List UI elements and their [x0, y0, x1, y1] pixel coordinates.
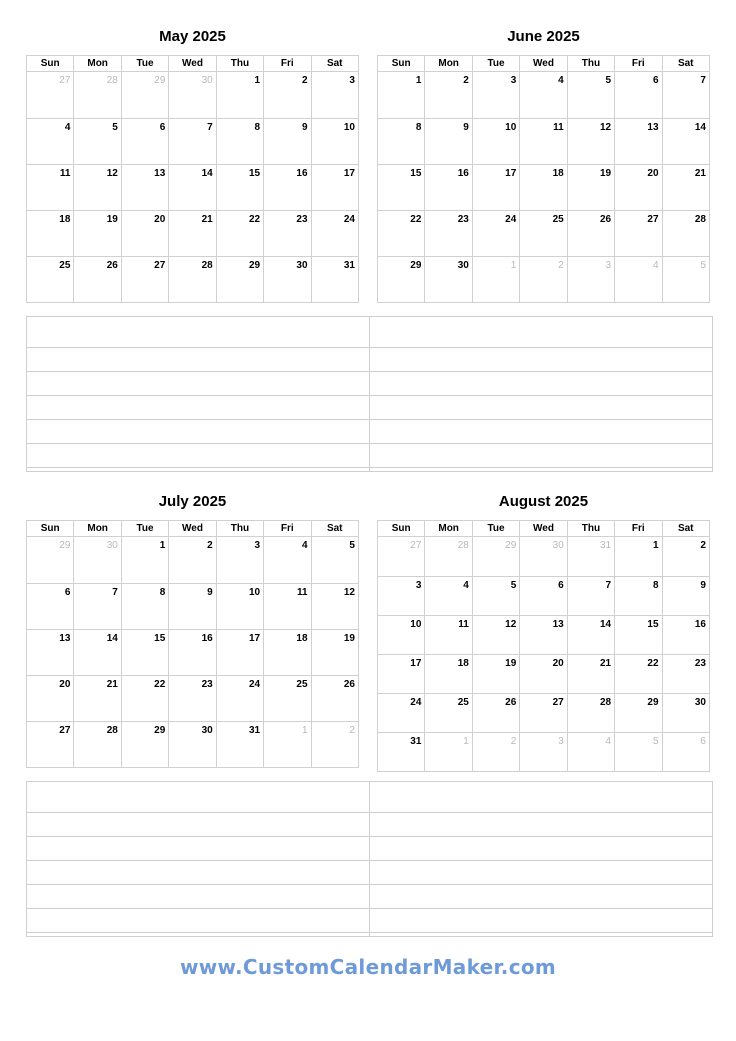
week-row	[378, 732, 709, 771]
weekday-label: Sat	[662, 56, 709, 71]
day-cell-other-month: 2	[472, 733, 519, 771]
week-row	[378, 210, 709, 256]
month-title: July 2025	[158, 493, 227, 510]
day-cell: 17	[216, 630, 263, 675]
day-cell: 12	[311, 584, 358, 629]
day-cell: 21	[73, 676, 120, 721]
day-cell: 7	[567, 577, 614, 615]
day-cell: 2	[424, 72, 471, 118]
day-cell-other-month: 29	[472, 537, 519, 576]
day-cell: 12	[472, 616, 519, 654]
day-cell: 4	[64, 122, 71, 133]
week-row	[27, 629, 358, 675]
day-cell: 4	[424, 577, 471, 615]
week-row	[378, 72, 709, 118]
week-row	[27, 583, 358, 629]
day-cell: 20	[519, 655, 566, 693]
day-cell: 10	[216, 584, 263, 629]
day-cell: 15	[121, 630, 168, 675]
day-cell: 29	[216, 257, 263, 302]
day-cell-other-month: 1	[472, 257, 519, 302]
day-cell: 19	[311, 630, 358, 675]
day-cell-other-month: 2	[311, 722, 358, 767]
week-row	[27, 721, 358, 767]
day-cell: 14	[168, 165, 215, 210]
day-cell: 9	[263, 119, 310, 164]
day-cell: 17	[472, 165, 519, 210]
weekday-label: Wed	[168, 521, 215, 536]
day-cell: 25	[519, 211, 566, 256]
weekday-label: Fri	[263, 56, 310, 71]
day-cell: 30	[168, 722, 215, 767]
day-cell: 23	[662, 655, 709, 693]
day-cell: 15	[410, 168, 422, 179]
calendar-grid	[377, 520, 710, 772]
week-row	[378, 164, 709, 210]
day-cell-other-month: 30	[519, 537, 566, 576]
day-cell: 31	[311, 257, 358, 302]
day-cell: 1	[415, 75, 422, 86]
day-cell: 14	[73, 630, 120, 675]
day-cell: 29	[410, 260, 422, 271]
day-cell-other-month: 29	[121, 72, 168, 118]
day-cell: 7	[73, 584, 120, 629]
day-cell: 14	[662, 119, 709, 164]
weekday-header	[27, 56, 358, 72]
day-cell: 29	[614, 694, 661, 732]
day-cell: 26	[472, 694, 519, 732]
weekday-label: Tue	[121, 521, 168, 536]
weekday-label: Wed	[519, 56, 566, 71]
day-cell: 28	[73, 722, 120, 767]
day-cell: 2	[662, 537, 709, 576]
weekday-label: Thu	[216, 521, 263, 536]
day-cell: 27	[519, 694, 566, 732]
day-cell: 5	[73, 119, 120, 164]
day-cell: 10	[311, 119, 358, 164]
day-cell: 8	[614, 577, 661, 615]
notes-line	[27, 812, 712, 813]
day-cell: 24	[410, 697, 422, 708]
day-cell: 24	[311, 211, 358, 256]
weekday-label: Fri	[614, 56, 661, 71]
day-cell: 6	[614, 72, 661, 118]
day-cell-other-month: 3	[567, 257, 614, 302]
day-cell: 26	[311, 676, 358, 721]
week-row	[378, 256, 709, 302]
weekday-label: Wed	[519, 521, 566, 536]
day-cell-other-month: 2	[519, 257, 566, 302]
week-row	[378, 118, 709, 164]
day-cell: 15	[216, 165, 263, 210]
day-cell: 6	[121, 119, 168, 164]
day-cell: 16	[662, 616, 709, 654]
day-cell-other-month: 4	[567, 733, 614, 771]
day-cell-other-month: 5	[614, 733, 661, 771]
weekday-header	[378, 56, 709, 72]
day-cell: 11	[263, 584, 310, 629]
day-cell: 25	[59, 260, 71, 271]
day-cell-other-month: 27	[59, 75, 71, 86]
day-cell: 31	[410, 736, 422, 747]
notes-area	[26, 781, 713, 937]
day-cell: 8	[415, 122, 422, 133]
day-cell: 17	[410, 658, 422, 669]
day-cell: 11	[519, 119, 566, 164]
day-cell-other-month: 29	[59, 540, 71, 551]
weekday-label: Fri	[614, 521, 661, 536]
day-cell: 16	[424, 165, 471, 210]
day-cell: 19	[73, 211, 120, 256]
day-cell: 8	[121, 584, 168, 629]
weekday-label: Thu	[216, 56, 263, 71]
day-cell: 19	[567, 165, 614, 210]
weekday-label: Wed	[168, 56, 215, 71]
week-row	[378, 537, 709, 576]
weekday-label: Sun	[40, 58, 60, 69]
day-cell: 3	[415, 580, 422, 591]
day-cell: 1	[216, 72, 263, 118]
notes-column-divider	[369, 782, 370, 936]
notes-column-divider	[369, 317, 370, 471]
day-cell: 9	[662, 577, 709, 615]
notes-line	[27, 395, 712, 396]
day-cell: 11	[424, 616, 471, 654]
day-cell: 19	[472, 655, 519, 693]
day-cell: 3	[216, 537, 263, 583]
weekday-label: Tue	[472, 521, 519, 536]
week-row	[27, 675, 358, 721]
day-cell-other-month: 5	[662, 257, 709, 302]
weekday-label: Sun	[391, 523, 411, 534]
notes-line	[27, 443, 712, 444]
day-cell: 4	[519, 72, 566, 118]
day-cell: 28	[662, 211, 709, 256]
weekday-label: Mon	[73, 521, 120, 536]
day-cell-other-month: 1	[263, 722, 310, 767]
day-cell: 13	[614, 119, 661, 164]
day-cell: 16	[263, 165, 310, 210]
notes-line	[27, 836, 712, 837]
weeks	[378, 537, 709, 771]
weekday-label: Thu	[567, 56, 614, 71]
day-cell: 5	[472, 577, 519, 615]
day-cell: 21	[168, 211, 215, 256]
week-row	[27, 164, 358, 210]
website-footer[interactable]: www.CustomCalendarMaker.com	[179, 955, 557, 979]
weekday-label: Mon	[73, 56, 120, 71]
notes-line	[27, 908, 712, 909]
day-cell: 10	[410, 619, 422, 630]
day-cell: 23	[424, 211, 471, 256]
month-title: August 2025	[498, 493, 589, 510]
weekday-label: Mon	[424, 56, 471, 71]
day-cell: 23	[168, 676, 215, 721]
day-cell: 29	[121, 722, 168, 767]
week-row	[27, 537, 358, 583]
weekday-label: Mon	[424, 521, 471, 536]
week-row	[378, 576, 709, 615]
day-cell-other-month: 30	[73, 537, 120, 583]
day-cell: 2	[168, 537, 215, 583]
weekday-header	[27, 521, 358, 537]
day-cell: 31	[216, 722, 263, 767]
day-cell: 13	[59, 633, 71, 644]
day-cell: 26	[567, 211, 614, 256]
day-cell: 6	[64, 587, 71, 598]
weekday-label: Fri	[263, 521, 310, 536]
notes-area	[26, 316, 713, 472]
day-cell: 22	[121, 676, 168, 721]
day-cell: 23	[263, 211, 310, 256]
month-title: May 2025	[159, 28, 226, 45]
day-cell: 27	[59, 725, 71, 736]
day-cell-other-month: 4	[614, 257, 661, 302]
notes-line	[27, 419, 712, 420]
day-cell: 1	[614, 537, 661, 576]
day-cell-other-month: 30	[168, 72, 215, 118]
day-cell: 17	[311, 165, 358, 210]
week-row	[27, 72, 358, 118]
day-cell: 2	[263, 72, 310, 118]
weeks	[27, 537, 358, 767]
notes-line	[27, 932, 712, 933]
day-cell: 18	[263, 630, 310, 675]
notes-line	[27, 884, 712, 885]
day-cell: 4	[263, 537, 310, 583]
day-cell: 20	[614, 165, 661, 210]
day-cell-other-month: 27	[410, 540, 422, 551]
week-row	[27, 210, 358, 256]
day-cell: 30	[662, 694, 709, 732]
day-cell: 14	[567, 616, 614, 654]
day-cell: 24	[216, 676, 263, 721]
day-cell: 25	[263, 676, 310, 721]
day-cell: 21	[567, 655, 614, 693]
weekday-label: Sat	[311, 56, 358, 71]
day-cell: 10	[472, 119, 519, 164]
day-cell: 18	[519, 165, 566, 210]
day-cell-other-month: 28	[424, 537, 471, 576]
day-cell-other-month: 28	[73, 72, 120, 118]
calendar-grid	[26, 520, 359, 768]
notes-line	[27, 371, 712, 372]
week-row	[378, 615, 709, 654]
day-cell: 6	[519, 577, 566, 615]
day-cell: 30	[424, 257, 471, 302]
day-cell: 18	[424, 655, 471, 693]
day-cell: 18	[59, 214, 71, 225]
day-cell: 28	[168, 257, 215, 302]
week-row	[27, 256, 358, 302]
weekday-label: Sat	[311, 521, 358, 536]
week-row	[378, 654, 709, 693]
day-cell: 9	[424, 119, 471, 164]
day-cell: 5	[567, 72, 614, 118]
week-row	[27, 118, 358, 164]
day-cell: 7	[168, 119, 215, 164]
calendar-grid	[377, 55, 710, 303]
day-cell: 7	[662, 72, 709, 118]
notes-line	[27, 347, 712, 348]
notes-line	[27, 860, 712, 861]
weekday-label: Sun	[391, 58, 411, 69]
calendar-grid	[26, 55, 359, 303]
month-title: June 2025	[507, 28, 580, 45]
weeks	[378, 72, 709, 302]
weekday-label: Sat	[662, 521, 709, 536]
day-cell: 20	[59, 679, 71, 690]
day-cell: 9	[168, 584, 215, 629]
notes-line	[27, 467, 712, 468]
day-cell: 24	[472, 211, 519, 256]
day-cell: 13	[121, 165, 168, 210]
day-cell: 27	[121, 257, 168, 302]
day-cell: 11	[59, 168, 71, 179]
weekday-label: Thu	[567, 521, 614, 536]
weekday-header	[378, 521, 709, 537]
day-cell: 1	[121, 537, 168, 583]
day-cell: 12	[567, 119, 614, 164]
day-cell: 12	[73, 165, 120, 210]
day-cell: 30	[263, 257, 310, 302]
day-cell-other-month: 31	[567, 537, 614, 576]
day-cell: 22	[614, 655, 661, 693]
day-cell: 28	[567, 694, 614, 732]
day-cell: 25	[424, 694, 471, 732]
day-cell: 3	[311, 72, 358, 118]
day-cell: 22	[410, 214, 422, 225]
weeks	[27, 72, 358, 302]
day-cell: 22	[216, 211, 263, 256]
day-cell: 27	[614, 211, 661, 256]
day-cell: 8	[216, 119, 263, 164]
day-cell: 5	[311, 537, 358, 583]
day-cell: 13	[519, 616, 566, 654]
weekday-label: Tue	[472, 56, 519, 71]
day-cell: 16	[168, 630, 215, 675]
week-row	[378, 693, 709, 732]
day-cell-other-month: 3	[519, 733, 566, 771]
day-cell-other-month: 6	[662, 733, 709, 771]
day-cell: 26	[73, 257, 120, 302]
day-cell: 15	[614, 616, 661, 654]
day-cell: 20	[121, 211, 168, 256]
day-cell: 3	[472, 72, 519, 118]
day-cell-other-month: 1	[424, 733, 471, 771]
weekday-label: Tue	[121, 56, 168, 71]
weekday-label: Sun	[40, 523, 60, 534]
day-cell: 21	[662, 165, 709, 210]
